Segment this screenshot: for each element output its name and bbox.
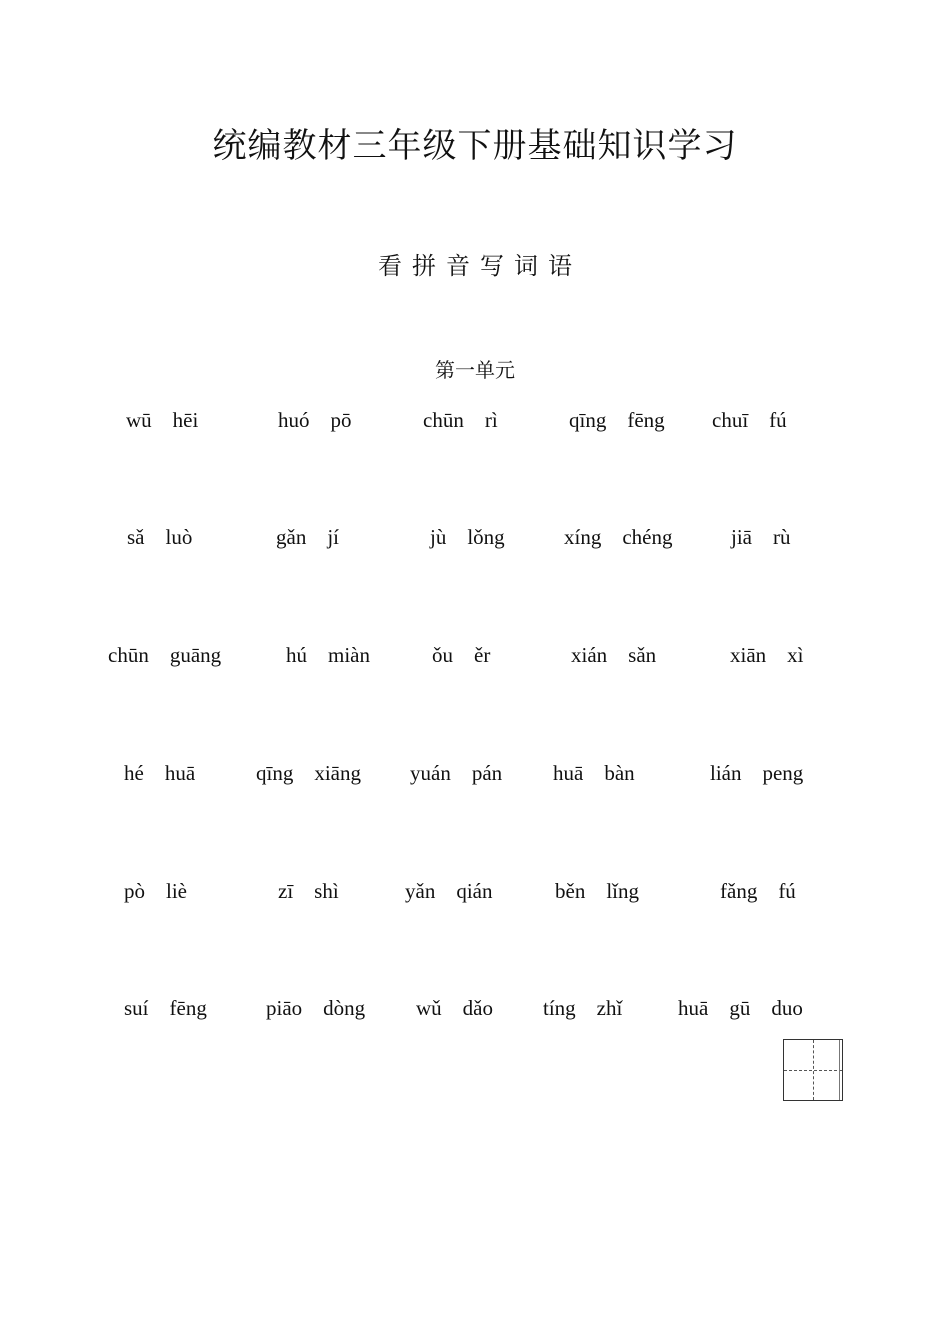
pinyin-row (0, 879, 950, 909)
pinyin-word: xián sǎn (571, 643, 657, 667)
pinyin-word: chuī fú (712, 408, 787, 432)
pinyin-word: huā bàn (553, 761, 635, 785)
pinyin-row (0, 996, 950, 1026)
pinyin-word: piāo dòng (266, 996, 366, 1020)
pinyin-word: zī shì (278, 879, 339, 903)
pinyin-word: xíng chéng (564, 525, 673, 549)
pinyin-word: chūn rì (423, 408, 498, 432)
pinyin-row (0, 761, 950, 791)
pinyin-word: huā gū duo (678, 996, 803, 1020)
grid-edge-line (839, 1040, 840, 1100)
pinyin-word: hé huā (124, 761, 196, 785)
pinyin-row (0, 408, 950, 438)
character-writing-box (783, 1039, 843, 1101)
pinyin-word: yuán pán (410, 761, 503, 785)
pinyin-word: sǎ luò (127, 525, 193, 549)
pinyin-word: ǒu ěr (432, 643, 491, 667)
pinyin-word: huó pō (278, 408, 352, 432)
pinyin-row (0, 525, 950, 555)
pinyin-word: hú miàn (286, 643, 370, 667)
grid-horizontal-guide (784, 1070, 842, 1071)
pinyin-word: xiān xì (730, 643, 804, 667)
pinyin-word: pò liè (124, 879, 187, 903)
pinyin-word: fǎng fú (720, 879, 796, 903)
pinyin-word: wǔ dǎo (416, 996, 493, 1020)
pinyin-word: yǎn qián (405, 879, 493, 903)
pinyin-word: qīng fēng (569, 408, 665, 432)
pinyin-word: suí fēng (124, 996, 207, 1020)
pinyin-word: jù lǒng (430, 525, 505, 549)
unit-heading: 第一单元 (435, 358, 515, 382)
section-subtitle: 看拼音写词语 (378, 252, 582, 280)
pinyin-word: qīng xiāng (256, 761, 361, 785)
pinyin-word: chūn guāng (108, 643, 222, 667)
pinyin-word: lián peng (710, 761, 804, 785)
page-title: 统编教材三年级下册基础知识学习 (212, 126, 738, 166)
pinyin-word: wū hēi (126, 408, 199, 432)
pinyin-word: gǎn jí (276, 525, 339, 549)
pinyin-word: jiā rù (731, 525, 791, 549)
pinyin-word: tíng zhǐ (543, 996, 623, 1020)
pinyin-row (0, 643, 950, 673)
pinyin-word: běn lǐng (555, 879, 639, 903)
